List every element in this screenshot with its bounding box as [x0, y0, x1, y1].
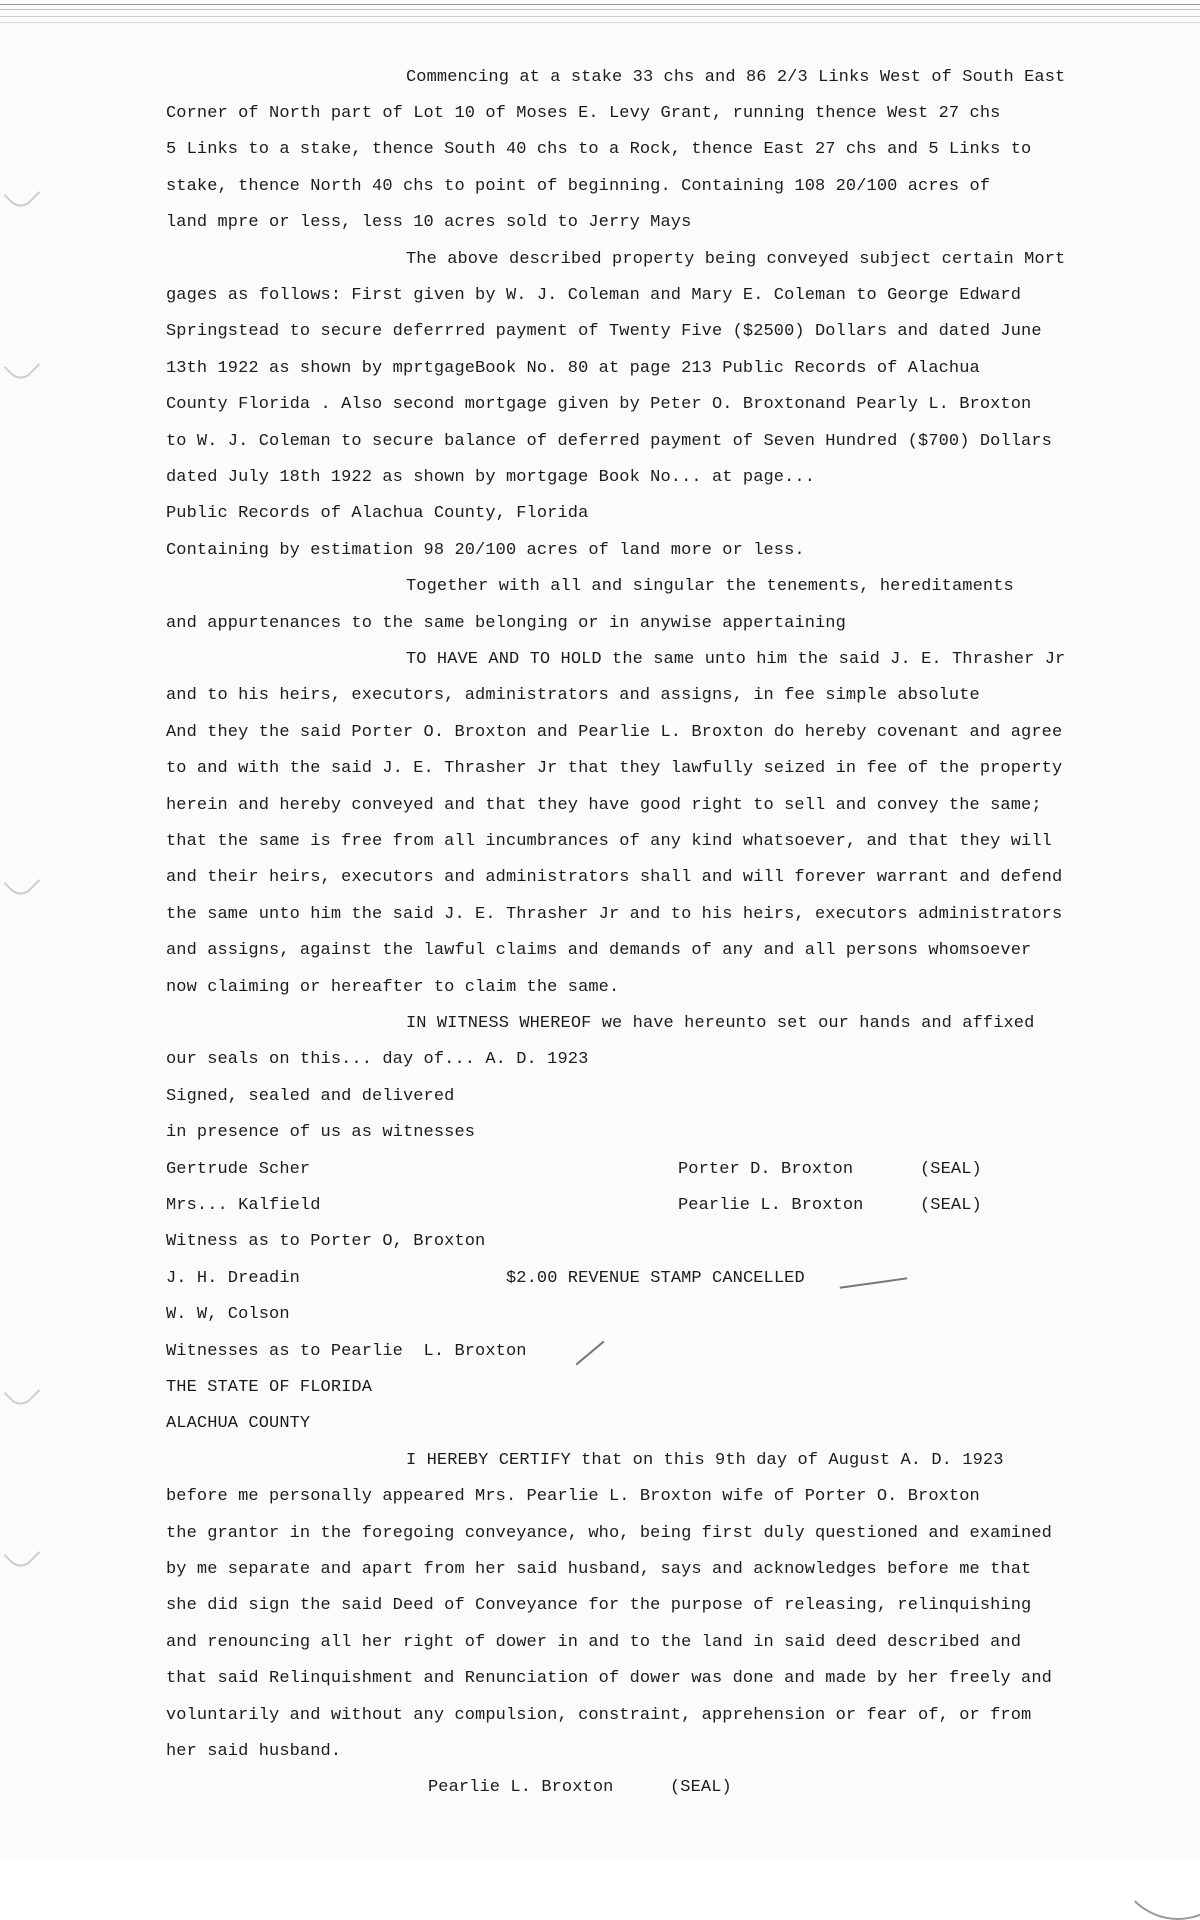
- venue-state: THE STATE OF FLORIDA: [166, 1378, 373, 1397]
- text-line: Springstead to secure deferrred payment of Twenty Five ($2500) Dollars and dated June: [166, 322, 1042, 341]
- text-line: Corner of North part of Lot 10 of Moses E. Levy Grant, running thence West 27 chs: [166, 104, 1001, 123]
- text-line: dated July 18th 1922 as shown by mortgage Book No... at page...: [166, 468, 816, 487]
- text-line: to W. J. Coleman to secure balance of deferred payment of Seven Hundred ($700) Dollars: [166, 432, 1052, 451]
- signer-name: Pearlie L. Broxton: [678, 1196, 864, 1215]
- text-line: County Florida . Also second mortgage given by Peter O. Broxtonand Pearly L. Broxton: [166, 395, 1032, 414]
- certificate-line: she did sign the said Deed of Conveyance for the purpose of releasing, relinquishing: [166, 1596, 1032, 1615]
- witness-name: Mrs... Kalfield: [166, 1196, 321, 1215]
- witness-name: W. W, Colson: [166, 1305, 290, 1324]
- certificate-line: before me personally appeared Mrs. Pearlie L. Broxton wife of Porter O. Broxton: [166, 1487, 980, 1506]
- binder-hole-mark: [4, 348, 41, 385]
- certificate-line: that said Relinquishment and Renunciation of dower was done and made by her freely and: [166, 1669, 1052, 1688]
- venue-county: ALACHUA COUNTY: [166, 1414, 311, 1433]
- text-line: land mpre or less, less 10 acres sold to Jerry Mays: [166, 213, 692, 232]
- text-line: herein and hereby conveyed and that they have good right to sell and convey the same;: [166, 796, 1042, 815]
- text-line: Containing by estimation 98 20/100 acres of land more or less.: [166, 541, 805, 560]
- text-line: 5 Links to a stake, thence South 40 chs to a Rock, thence East 27 chs and 5 Links to: [166, 140, 1032, 159]
- text-line: stake, thence North 40 chs to point of beginning. Containing 108 20/100 acres of: [166, 177, 991, 196]
- text-line: IN WITNESS WHEREOF we have hereunto set our hands and affixed: [406, 1014, 1035, 1033]
- seal-label: (SEAL): [670, 1778, 732, 1797]
- certificate-line: I HEREBY CERTIFY that on this 9th day of August A. D. 1923: [406, 1451, 1004, 1470]
- revenue-stamp-note: $2.00 REVENUE STAMP CANCELLED: [506, 1269, 805, 1288]
- binder-hole-mark: [4, 1374, 41, 1411]
- pen-stroke-mark: [576, 1341, 605, 1366]
- text-line: the same unto him the said J. E. Thrasher Jr and to his heirs, executors administrators: [166, 905, 1063, 924]
- text-line: to and with the said J. E. Thrasher Jr that they lawfully seized in fee of the property: [166, 759, 1063, 778]
- certificate-line: voluntarily and without any compulsion, constraint, apprehension or fear of, or from: [166, 1706, 1032, 1725]
- witness-name: J. H. Dreadin: [166, 1269, 300, 1288]
- text-line: The above described property being conveyed subject certain Mort: [406, 250, 1066, 269]
- text-line: 13th 1922 as shown by mprtgageBook No. 80 at page 213 Public Records of Alachua: [166, 359, 980, 378]
- text-line: and appurtenances to the same belonging or in anywise appertaining: [166, 614, 846, 633]
- text-line: Commencing at a stake 33 chs and 86 2/3 Links West of South East: [406, 68, 1066, 87]
- certificate-line: and renouncing all her right of dower in and to the land in said deed described and: [166, 1633, 1022, 1652]
- seal-label: (SEAL): [920, 1160, 982, 1179]
- page-corner-curl: [1116, 1796, 1200, 1920]
- binder-hole-mark: [4, 176, 41, 213]
- pen-check-mark: [840, 1277, 909, 1296]
- text-line: now claiming or hereafter to claim the same.: [166, 978, 620, 997]
- text-line: Public Records of Alachua County, Florida: [166, 504, 589, 523]
- certificate-line: by me separate and apart from her said husband, says and acknowledges before me that: [166, 1560, 1032, 1579]
- text-line: Signed, sealed and delivered: [166, 1087, 455, 1106]
- text-line: TO HAVE AND TO HOLD the same unto him the said J. E. Thrasher Jr: [406, 650, 1066, 669]
- text-line: in presence of us as witnesses: [166, 1123, 476, 1142]
- text-line: and to his heirs, executors, administrators and assigns, in fee simple absolute: [166, 686, 980, 705]
- signer-name: Porter D. Broxton: [678, 1160, 854, 1179]
- text-line: Together with all and singular the tenements, hereditaments: [406, 577, 1014, 596]
- binder-hole-mark: [4, 1536, 41, 1573]
- text-line: our seals on this... day of... A. D. 1923: [166, 1050, 589, 1069]
- certificate-line: her said husband.: [166, 1742, 342, 1761]
- witness-name: Gertrude Scher: [166, 1160, 311, 1179]
- text-line: And they the said Porter O. Broxton and Pearlie L. Broxton do hereby covenant and agree: [166, 723, 1063, 742]
- text-line: that the same is free from all incumbrances of any kind whatsoever, and that they will: [166, 832, 1052, 851]
- text-line: and assigns, against the lawful claims and demands of any and all persons whomsoever: [166, 941, 1032, 960]
- text-line: gages as follows: First given by W. J. Coleman and Mary E. Coleman to George Edward: [166, 286, 1022, 305]
- seal-label: (SEAL): [920, 1196, 982, 1215]
- witness-note: Witnesses as to Pearlie L. Broxton: [166, 1342, 527, 1361]
- final-signature: Pearlie L. Broxton: [428, 1778, 614, 1797]
- witness-note: Witness as to Porter O, Broxton: [166, 1232, 486, 1251]
- top-rule: [0, 0, 1200, 34]
- text-line: and their heirs, executors and administrators shall and will forever warrant and defend: [166, 868, 1063, 887]
- binder-hole-mark: [4, 864, 41, 901]
- certificate-line: the grantor in the foregoing conveyance, who, being first duly questioned and examined: [166, 1524, 1052, 1543]
